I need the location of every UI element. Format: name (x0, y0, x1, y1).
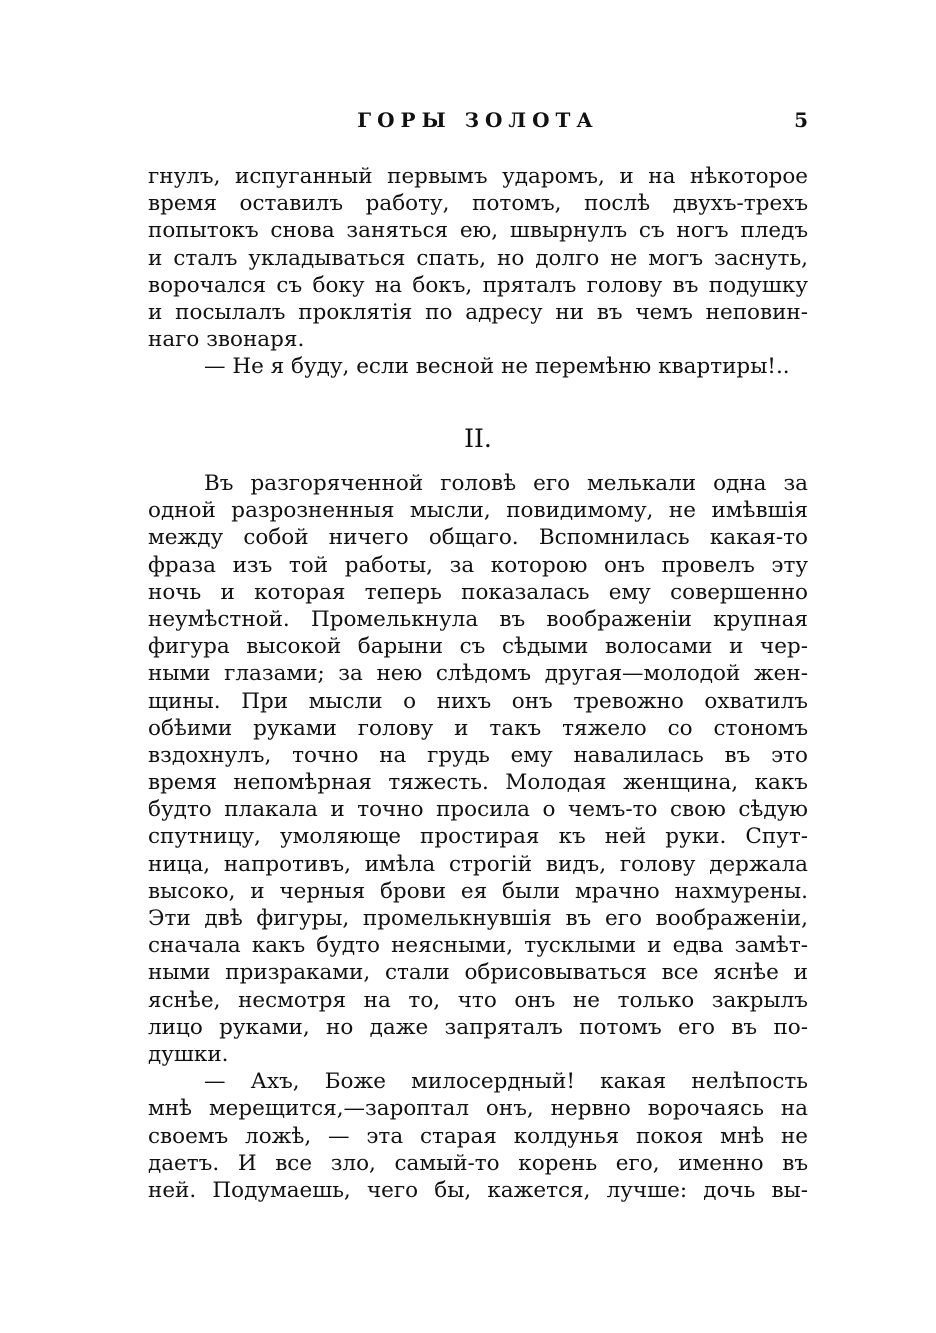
paragraph-section-2 (148, 470, 808, 1204)
text-line: ными глазами; за нею слѣдомъ другая—молодой жен- (148, 661, 808, 687)
text-line: Эти двѣ фигуры, промелькнувшія въ его воображеніи, (148, 906, 808, 931)
text-line: ворочался съ боку на бокъ, пряталъ голову въ подушку (148, 272, 808, 298)
paragraph-continued (148, 163, 808, 381)
text-line: и посылалъ проклятія по адресу ни въ чемъ неповин- (148, 299, 808, 325)
text-line: время оставилъ работу, потомъ, послѣ двухъ-трехъ (148, 191, 808, 217)
text-line: ночь и которая теперь показалась ему совершенно (148, 579, 808, 605)
page-number: 5 (794, 108, 808, 132)
text-line: между собой ничего общаго. Вспомнилась какая-то (148, 525, 808, 551)
text-line: даетъ. И все зло, самый-то корень его, именно въ (148, 1150, 808, 1176)
text-line: неумѣстной. Промелькнула въ воображеніи крупная (148, 606, 808, 632)
text-line: и сталъ укладываться спать, но долго не могъ заснуть, (148, 245, 808, 271)
text-line: — Ахъ, Боже милосердный! какая нелѣпость (204, 1069, 808, 1095)
running-head-title: ГОРЫ ЗОЛОТА (357, 108, 599, 132)
text-line: ница, напротивъ, имѣла строгій видъ, голову держала (148, 851, 808, 877)
text-line: обѣими руками голову и такъ тяжело со стономъ (148, 715, 808, 741)
text-line: ней. Подумаешь, чего бы, кажется, лучше: дочь вы- (148, 1177, 808, 1203)
running-head (148, 108, 808, 138)
text-line: вздохнулъ, точно на грудь ему навалилась въ это (148, 742, 808, 768)
text-line: будто плакала и точно просила о чемъ-то свою сѣдую (148, 797, 808, 823)
text-line: мнѣ мерещится,—зароптал онъ, нервно ворочаясь на (148, 1096, 808, 1122)
text-line: одной разрозненныя мысли, повидимому, не имѣвшія (148, 498, 808, 524)
text-line: ными призраками, стали обрисовываться все яснѣе и (148, 960, 808, 986)
text-line: попытокъ снова заняться ею, швырнулъ съ ногъ пледъ (148, 218, 808, 244)
text-line: время непомѣрная тяжесть. Молодая женщина, какъ (148, 770, 808, 796)
text-line: гнулъ, испуганный первымъ ударомъ, и на нѣкоторое (148, 164, 808, 189)
text-line: лицо руками, но даже запряталъ потомъ его въ по- (148, 1014, 808, 1040)
text-line: Въ разгоряченной головѣ его мелькали одна за (204, 471, 808, 496)
text-line: яснѣе, несмотря на то, что онъ не только закрылъ (148, 987, 808, 1013)
dialogue-line: — Не я буду, если весной не перемѣню квартиры!.. (204, 354, 790, 380)
text-line: душки. (148, 1041, 229, 1067)
text-line: фраза изъ той работы, за которою онъ провелъ эту (148, 552, 808, 578)
text-line: спутницу, умоляюще простирая къ ней руки. Спут- (148, 824, 808, 850)
text-line: фигура высокой барыни съ сѣдыми волосами и чер- (148, 634, 808, 660)
text-line: высоко, и черныя брови ея были мрачно нахмурены. (148, 878, 808, 904)
text-line: своемъ ложѣ, — эта старая колдунья покоя мнѣ не (148, 1123, 808, 1149)
section-number: II. (464, 424, 492, 453)
text-line: щины. При мысли о нихъ онъ тревожно охватилъ (148, 688, 808, 714)
text-line: наго звонаря. (148, 327, 305, 353)
text-line: сначала какъ будто неясными, тусклыми и едва замѣт- (148, 933, 808, 959)
